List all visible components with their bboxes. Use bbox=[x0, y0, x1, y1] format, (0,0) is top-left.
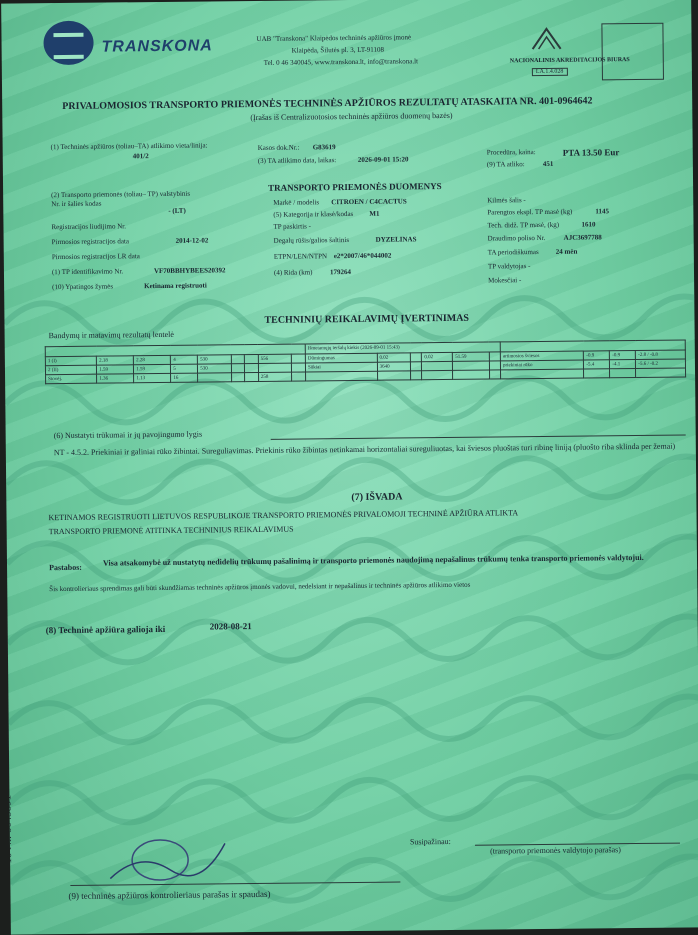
report-subtitle: (Įrašas iš Centralizuotosios techninės apžiūros duomenų bazės) bbox=[250, 110, 453, 123]
max-mass-label: Tech. didž. TP masė, (kg) bbox=[487, 220, 560, 230]
insurance-label: Draudimo poliso Nr. bbox=[487, 233, 546, 243]
requirements-heading: TECHNINIŲ REIKALAVIMŲ ĮVERTINIMAS bbox=[264, 312, 470, 326]
table-cell bbox=[422, 361, 453, 370]
axle-cell: 1 (I) bbox=[45, 356, 96, 366]
table-cell: 1.59 bbox=[97, 365, 134, 374]
axle-cell: Stovėj. bbox=[46, 374, 97, 384]
accreditation-logo-icon bbox=[526, 23, 566, 53]
performer-value: 451 bbox=[542, 159, 554, 168]
table-cell: 16 bbox=[171, 373, 198, 382]
cash-doc-label: Kasos dok.Nr.: bbox=[257, 143, 300, 152]
table-cell: 0.02 bbox=[377, 353, 411, 362]
origin-label: Kilmės šalis - bbox=[487, 196, 526, 205]
inspection-place-value: 401/2 bbox=[132, 152, 149, 161]
table-cell: -4.1 bbox=[610, 360, 636, 369]
table-cell bbox=[411, 353, 422, 362]
valid-until-label: (8) Techninė apžiūra galioja iki bbox=[45, 623, 166, 636]
notes-text: Visa atsakomybė už nustatytų nedidelių trūkumų pašalinimą ir transporto priemonės naudojimą nepašalinus trūkumų tenka transporto priemonės valdytojui. bbox=[102, 552, 644, 568]
table-cell bbox=[231, 373, 245, 382]
cash-doc-value: G83619 bbox=[312, 143, 336, 152]
fuel-value: DYZELINAS bbox=[375, 235, 417, 244]
first-reg-label: Pirmosios registracijos data bbox=[51, 237, 130, 247]
table-cell: Sūkiai bbox=[305, 362, 377, 372]
conclusion-heading: (7) IŠVADA bbox=[351, 491, 403, 503]
table-cell: 1.59 bbox=[134, 364, 171, 373]
conclusion-line-1: KETINAMOS REGISTRUOTI LIETUVOS RESPUBLIKOJE TRANSPORTO PRIEMONĖS PRIVALOMOJI TECHNINĖ APŽIŪRA ATLIKTA bbox=[48, 508, 519, 523]
first-reg-lt-label: Pirmosios registracijos LR data bbox=[51, 252, 140, 262]
table-cell: -5.4 bbox=[584, 360, 610, 369]
table-cell: -5.6 / -0.2 bbox=[636, 359, 686, 369]
odometer-value: 179264 bbox=[329, 267, 352, 277]
emission-header: Išmetamųjų teršalų kiekis (2026-09-01 15:43) bbox=[305, 342, 500, 354]
fuel-label: Degalų rūšis/galios šaltinis bbox=[273, 236, 350, 245]
procedure-label: Procedūra, kaina: bbox=[486, 148, 536, 157]
serial-number: 10 Nr. 6645891 bbox=[1, 794, 15, 864]
inspection-report-sheet bbox=[1, 0, 698, 935]
table-cell: -0.9 bbox=[584, 351, 610, 360]
odometer-label: (4) Rida (km) bbox=[273, 268, 313, 277]
table-cell bbox=[231, 355, 245, 364]
table-cell bbox=[489, 361, 500, 370]
accreditation-stamp bbox=[601, 23, 664, 81]
special-marks-value: Ketinama registruoti bbox=[144, 281, 207, 291]
category-value: M1 bbox=[369, 209, 380, 218]
reg-number-value: - (LT) bbox=[168, 206, 186, 215]
company-line-3: Tel. 0 46 340045, www.transkona.lt, info@transkona.lt bbox=[263, 57, 419, 67]
owner-sign-caption: (transporto priemonės valdytojo parašas) bbox=[489, 845, 621, 856]
controller-sign-caption: (9) techninės apžiūros kontrolieriaus parašas ir spaudas) bbox=[68, 888, 271, 901]
curb-mass-value: 1145 bbox=[595, 207, 610, 216]
table-cell bbox=[489, 370, 500, 379]
table-cell: 51.59 bbox=[453, 352, 490, 361]
acknowledged-label: Susipažinau: bbox=[409, 836, 451, 847]
reg-cert-label: Registracijos liudijimo Nr. bbox=[51, 222, 126, 232]
defects-label: (6) Nustatyti trūkumai ir jų pavojingumo lygis bbox=[53, 429, 203, 441]
max-mass-value: 1610 bbox=[581, 220, 596, 229]
results-table bbox=[45, 339, 686, 384]
reg-number-label: (2) Transporto priemonės (toliau– TP) valstybinis Nr. ir šalies kodas bbox=[51, 189, 191, 209]
table-cell bbox=[245, 363, 259, 372]
table-cell bbox=[377, 371, 411, 380]
appeal-text: Šis kontrolieriaus sprendimas gali būti skundžiamas techninės apžiūros įmonės vadovui, nedelsiant ir nepašalinus ir techninės apžiūros atlikimo vietos bbox=[49, 580, 471, 594]
table-cell bbox=[198, 373, 232, 382]
procedure-value: PTA 13.50 Eur bbox=[562, 147, 620, 158]
table-cell: 2.28 bbox=[134, 355, 171, 364]
company-line-1: UAB "Transkona" Klaipėdos techninės apžiūros įmonė bbox=[256, 33, 412, 43]
table-cell bbox=[636, 368, 686, 378]
accreditation-name: NACIONALINIS AKREDITACIJOS BIURAS bbox=[509, 57, 630, 65]
insurance-value: AJC3697788 bbox=[563, 233, 602, 242]
table-cell: 1.36 bbox=[97, 374, 134, 383]
brand-name: TRANSKONA bbox=[101, 37, 213, 56]
special-marks-label: (10) Ypatingos žymės bbox=[52, 282, 114, 292]
make-label: Markė / modelis bbox=[273, 198, 320, 207]
etpn-label: ETPN/LEN/NTPN bbox=[273, 252, 328, 261]
transkona-logo-icon bbox=[43, 21, 93, 66]
table-cell bbox=[292, 363, 306, 372]
inspection-place-label: (1) Techninės apžiūros (toliau–TA) atlikimo vieta/linija: bbox=[50, 141, 208, 152]
accreditation-code: LA.1.4.028 bbox=[532, 68, 568, 76]
table-cell: 530 bbox=[198, 364, 232, 373]
table-cell bbox=[453, 361, 490, 370]
table-cell: 258 bbox=[258, 372, 292, 381]
performer-label: (9) TA atliko: bbox=[486, 160, 525, 169]
table-cell bbox=[258, 363, 292, 372]
table-cell bbox=[610, 369, 636, 378]
table-cell bbox=[231, 364, 245, 373]
taxes-label: Mokesčiai - bbox=[488, 276, 522, 285]
table-cell: 556 bbox=[258, 354, 292, 363]
table-cell bbox=[306, 371, 378, 381]
table-cell: 3640 bbox=[377, 362, 411, 371]
table-cell bbox=[489, 352, 500, 361]
controller-signature-icon bbox=[100, 829, 231, 890]
table-cell: 1.13 bbox=[134, 373, 171, 382]
etpn-value: e2*2007/46*044002 bbox=[333, 251, 392, 261]
notes-label: Pastabos: bbox=[49, 562, 82, 573]
table-cell: Dūmingumas bbox=[305, 353, 377, 363]
first-reg-value: 2014-12-02 bbox=[175, 236, 209, 245]
period-value: 24 mėn bbox=[555, 247, 578, 256]
defect-description: NT - 4.5.2. Priekiniai ir galiniai rūko žibintai. Sureguliavimas. Priekinis rūko žibintas netinkamai horizontaliai sureguliuotas, kai šviesos pluoštas turi ribinę liniją (pluošto riba sklinda per žemai) bbox=[53, 441, 676, 458]
table-cell: 2.18 bbox=[97, 356, 134, 365]
inspection-date-value: 2026-09-01 15:20 bbox=[357, 155, 409, 164]
table-cell: artimosios šviesos bbox=[500, 351, 583, 361]
table-cell bbox=[245, 354, 259, 363]
table-cell bbox=[411, 362, 422, 371]
table-cell bbox=[422, 370, 453, 379]
axle-cell: 2 (II) bbox=[45, 365, 96, 375]
vin-value: VF70BBHYBEES20392 bbox=[153, 266, 226, 276]
table-cell bbox=[292, 354, 306, 363]
period-label: TA periodiškumas bbox=[487, 248, 539, 257]
report-title: PRIVALOMOSIOS TRANSPORTO PRIEMONĖS TECHNINĖS APŽIŪROS REZULTATŲ ATASKAITA NR. 401-0964642 bbox=[62, 95, 593, 113]
valid-until-value: 2028-08-21 bbox=[209, 621, 252, 632]
curb-mass-label: Parengtos ekspl. TP masė (kg) bbox=[487, 207, 573, 217]
table-cell: priekiniai rūko bbox=[500, 360, 583, 370]
table-cell bbox=[453, 370, 490, 379]
table-cell: 5 bbox=[171, 364, 198, 373]
table-cell: -0.9 bbox=[610, 351, 636, 360]
results-table-label: Bandymų ir matavimų rezultatų lentelė bbox=[48, 329, 174, 341]
table-cell: 530 bbox=[198, 355, 232, 364]
table-cell: 0.02 bbox=[422, 352, 453, 361]
conclusion-line-2: TRANSPORTO PRIEMONĖ ATITINKA TECHNINIUS REIKALAVIMUS bbox=[48, 524, 294, 537]
make-value: CITROEN / C4CACTUS bbox=[331, 197, 407, 207]
driver-label: TP valdytojas - bbox=[487, 262, 531, 271]
table-cell bbox=[292, 372, 306, 381]
vin-label: (1) TP identifikavimo Nr. bbox=[51, 267, 124, 277]
vehicle-data-heading: TRANSPORTO PRIEMONĖS DUOMENYS bbox=[268, 181, 442, 193]
table-cell bbox=[584, 369, 610, 378]
table-cell bbox=[501, 369, 584, 379]
category-label: (5) Kategorija ir klasė/kodas bbox=[273, 209, 354, 219]
table-cell: -2.8 / -0.8 bbox=[636, 350, 686, 360]
inspection-date-label: (3) TA atlikimo data, laikas: bbox=[257, 156, 337, 165]
company-line-2: Klaipėda, Šilutės pl. 3, LT-91108 bbox=[291, 45, 385, 55]
table-cell bbox=[411, 371, 422, 380]
purpose-label: TP paskirtis - bbox=[273, 222, 312, 231]
table-cell bbox=[245, 372, 259, 381]
table-cell: 4 bbox=[171, 355, 198, 364]
